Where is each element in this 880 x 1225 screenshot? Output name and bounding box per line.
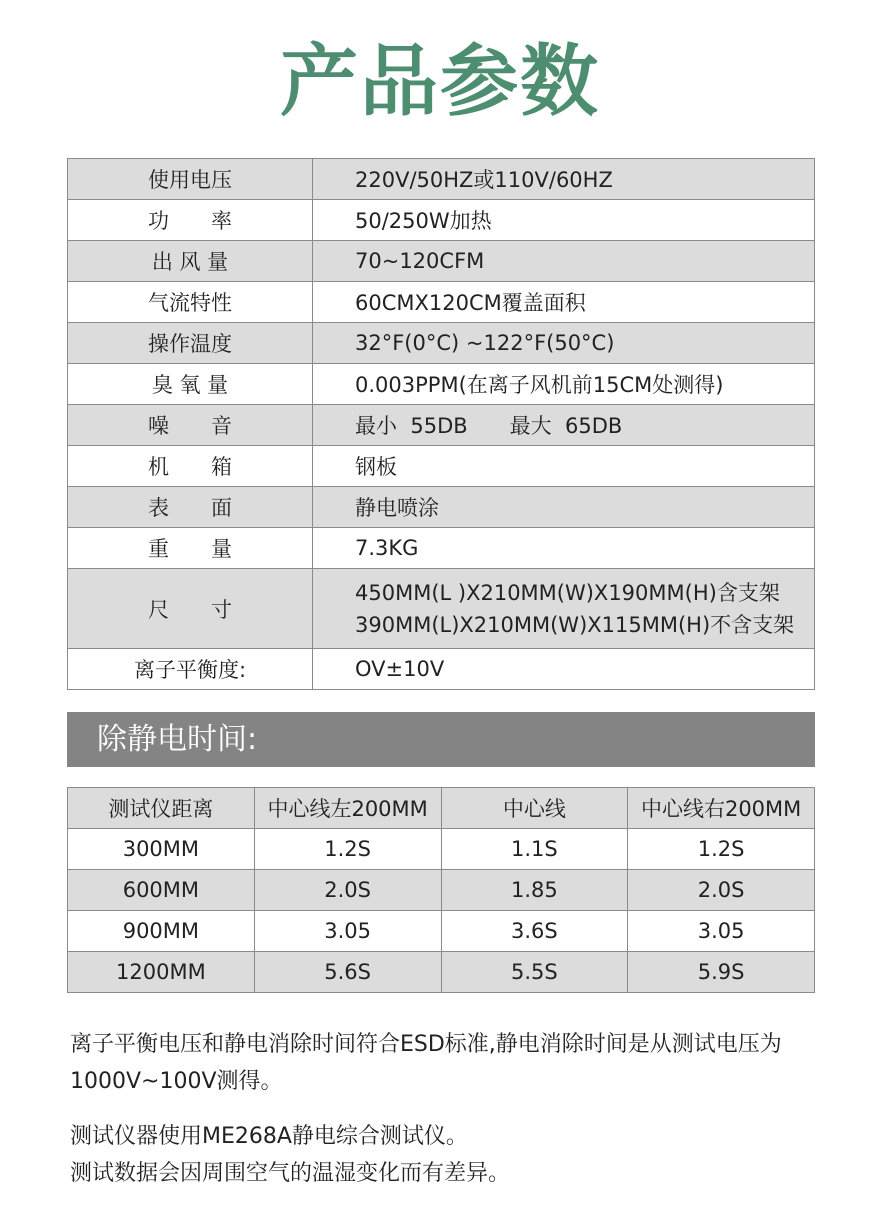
param-label: 重 量	[68, 528, 313, 569]
table-row	[68, 446, 815, 487]
param-value: 220V/50HZ或110V/60HZ	[313, 159, 815, 200]
table-cell: 300MM	[68, 829, 255, 870]
note-esd-standard: 离子平衡电压和静电消除时间符合ESD标准,静电消除时间是从测试电压为1000V~100V测得。	[70, 1032, 782, 1094]
table-row	[68, 159, 815, 200]
note-test-instrument: 测试仪器使用ME268A静电综合测试仪。	[70, 1124, 468, 1149]
table-cell: 5.9S	[628, 952, 815, 993]
param-label: 离子平衡度:	[68, 649, 313, 690]
section-title: 除静电时间:	[67, 712, 815, 767]
column-header: 中心线左200MM	[254, 788, 441, 829]
table-row	[68, 649, 815, 690]
column-header: 中心线右200MM	[628, 788, 815, 829]
param-label: 噪 音	[68, 405, 313, 446]
column-header: 测试仪距离	[68, 788, 255, 829]
table-cell: 1.2S	[628, 829, 815, 870]
table-cell: 1.2S	[254, 829, 441, 870]
param-value: 最小 55DB 最大 65DB	[313, 405, 815, 446]
param-label: 气流特性	[68, 282, 313, 323]
param-value: 钢板	[313, 446, 815, 487]
table-row	[68, 911, 815, 952]
table-header-row	[68, 788, 815, 829]
param-value-line: 390MM(L)X210MM(W)X115MM(H)不含支架	[355, 612, 795, 637]
param-value: 50/250W加热	[313, 200, 815, 241]
table-cell: 3.05	[628, 911, 815, 952]
param-label: 表 面	[68, 487, 313, 528]
param-value: 0.003PPM(在离子风机前15CM处测得)	[313, 364, 815, 405]
table-cell: 2.0S	[628, 870, 815, 911]
table-row	[68, 487, 815, 528]
param-label: 尺 寸	[68, 569, 313, 649]
table-cell: 1200MM	[68, 952, 255, 993]
table-cell: 600MM	[68, 870, 255, 911]
param-value: 32°F(0°C) ~122°F(50°C)	[313, 323, 815, 364]
table-row	[68, 829, 815, 870]
table-cell: 5.5S	[441, 952, 628, 993]
page-title: 产品参数	[279, 37, 600, 127]
table-row	[68, 364, 815, 405]
table-row	[68, 569, 815, 649]
table-row	[68, 200, 815, 241]
param-value: 60CMX120CM覆盖面积	[313, 282, 815, 323]
table-row	[68, 528, 815, 569]
param-label: 机 箱	[68, 446, 313, 487]
table-cell: 1.85	[441, 870, 628, 911]
param-label: 使用电压	[68, 159, 313, 200]
table-cell: 3.05	[254, 911, 441, 952]
static-removal-table	[67, 787, 815, 993]
param-label: 功 率	[68, 200, 313, 241]
param-value: 静电喷涂	[313, 487, 815, 528]
note-data-variance: 测试数据会因周围空气的温湿变化而有差异。	[70, 1161, 511, 1186]
table-cell: 1.1S	[441, 829, 628, 870]
table-row	[68, 282, 815, 323]
table-row	[68, 952, 815, 993]
table-row	[68, 405, 815, 446]
table-cell: 3.6S	[441, 911, 628, 952]
param-value: 70~120CFM	[313, 241, 815, 282]
param-label: 臭 氧 量	[68, 364, 313, 405]
table-row	[68, 870, 815, 911]
param-label: 操作温度	[68, 323, 313, 364]
table-cell: 2.0S	[254, 870, 441, 911]
table-row	[68, 241, 815, 282]
table-cell: 900MM	[68, 911, 255, 952]
param-value-line: 450MM(L )X210MM(W)X190MM(H)含支架	[355, 580, 780, 605]
param-value: OV±10V	[313, 649, 815, 690]
table-row	[68, 323, 815, 364]
param-value	[313, 569, 815, 649]
params-table	[67, 158, 815, 690]
param-value: 7.3KG	[313, 528, 815, 569]
column-header: 中心线	[441, 788, 628, 829]
table-cell: 5.6S	[254, 952, 441, 993]
param-label: 出 风 量	[68, 241, 313, 282]
